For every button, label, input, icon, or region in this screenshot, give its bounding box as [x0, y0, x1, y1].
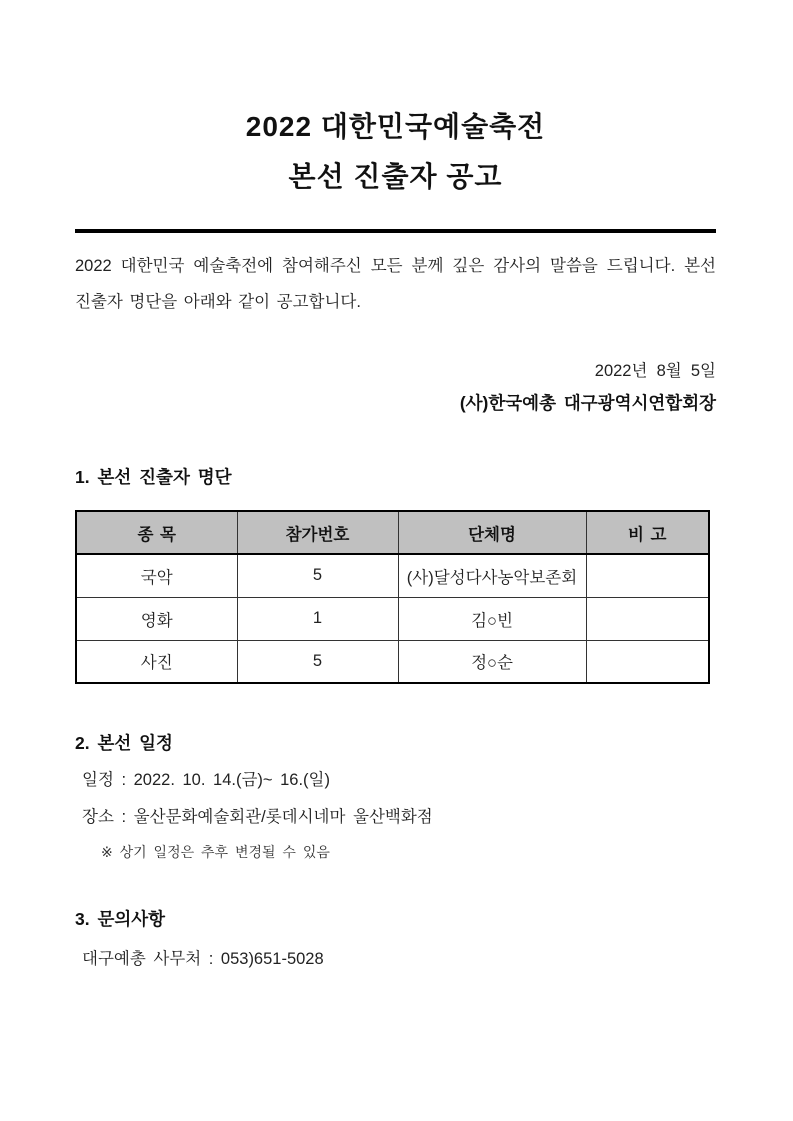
section-2-heading: 2. 본선 일정 [75, 733, 173, 753]
schedule-line: 일정 : 2022. 10. 14.(금)~ 16.(일) [82, 771, 330, 789]
table-row [76, 640, 709, 683]
header-cell-entry-number: 참가번호 [237, 511, 398, 554]
cell-category: 국악 [76, 554, 237, 597]
title-line-2: 본선 진출자 공고 [288, 161, 503, 192]
title-line-1: 2022 대한민국예술축전 [245, 111, 546, 142]
header-cell-group-name: 단체명 [398, 511, 586, 554]
divider-rule [75, 229, 716, 233]
document-title [75, 0, 716, 202]
intro-paragraph [75, 248, 716, 320]
cell-entry-number: 1 [237, 597, 398, 640]
cell-remarks [586, 640, 709, 683]
cell-remarks [586, 554, 709, 597]
section-3-heading: 3. 문의사항 [75, 909, 166, 929]
cell-entry-number: 5 [237, 640, 398, 683]
cell-category: 영화 [76, 597, 237, 640]
date-line: 2022년 8월 5일 [594, 362, 716, 380]
venue-line: 장소 : 울산문화예술회관/롯데시네마 울산백화점 [82, 808, 433, 826]
intro-line-2: 진출자 명단을 아래와 같이 공고합니다. [75, 293, 361, 311]
table-row [76, 554, 709, 597]
table-row [76, 597, 709, 640]
intro-line-1: 2022 대한민국 예술축전에 참여해주신 모든 분께 깊은 감사의 말씀을 드립니다. 본선 [75, 257, 716, 275]
cell-remarks [586, 597, 709, 640]
cell-entry-number: 5 [237, 554, 398, 597]
cell-group-name: (사)달성다사농악보존회 [398, 554, 586, 597]
section-1-heading: 1. 본선 진출자 명단 [75, 467, 232, 487]
cell-group-name: 정○순 [398, 640, 586, 683]
contact-line: 대구예총 사무처 : 053)651-5028 [82, 950, 324, 968]
signature-line: (사)한국예총 대구광역시연합회장 [459, 393, 716, 413]
cell-group-name: 김○빈 [398, 597, 586, 640]
schedule-note: ※ 상기 일정은 추후 변경될 수 있음 [101, 844, 330, 860]
header-cell-category: 종 목 [76, 511, 237, 554]
cell-category: 사진 [76, 640, 237, 683]
header-cell-remarks: 비 고 [586, 511, 709, 554]
table-header-row [76, 511, 709, 554]
finalists-table [75, 510, 710, 684]
